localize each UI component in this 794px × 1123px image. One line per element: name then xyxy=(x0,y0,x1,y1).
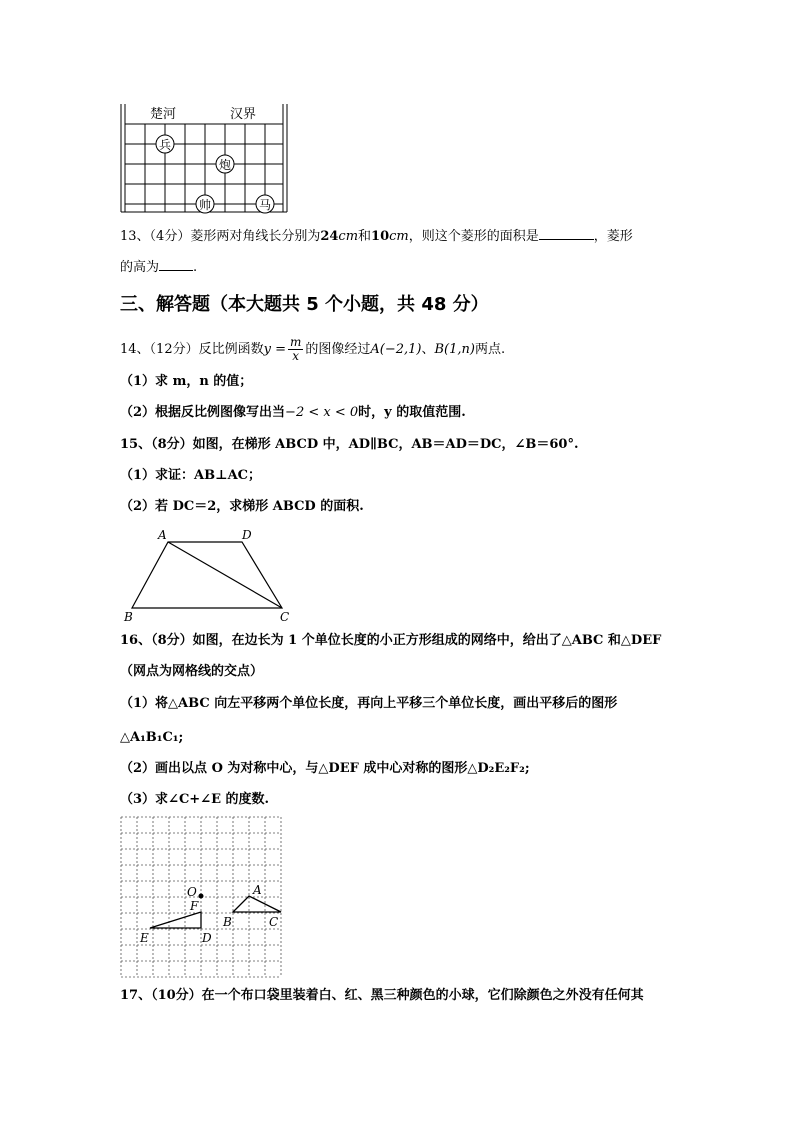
q13-line2: 的高为 . xyxy=(120,260,198,275)
trap-label-a: A xyxy=(158,528,167,542)
piece-bing xyxy=(156,135,174,153)
grid-label-b: B xyxy=(223,915,232,929)
q16-part1b: △A₁B₁C₁; xyxy=(120,730,184,745)
piece-pao xyxy=(216,155,234,173)
q16-part1: （1）将△ABC 向左平移两个单位长度，再向上平移三个单位长度，画出平移后的图形 xyxy=(120,696,618,711)
piece-shuai xyxy=(196,195,214,213)
trap-label-c: C xyxy=(280,610,290,624)
q13-line1: 13、（4分）菱形两对角线长分别为24cm和10cm，则这个菱形的面积是 ，菱形 xyxy=(120,229,633,244)
grid-figure xyxy=(120,816,282,978)
river-left-label: 楚河 xyxy=(150,107,177,122)
point-o xyxy=(199,894,204,899)
svg-text:马: 马 xyxy=(259,198,272,212)
grid-label-d: D xyxy=(202,931,212,945)
q16-stem: 16、（8分）如图，在边长为 1 个单位长度的小正方形组成的网络中，给出了△ABC 和△DEF xyxy=(120,633,662,648)
section-heading: 三、解答题（本大题共 5 个小题，共 48 分） xyxy=(120,294,489,315)
grid-label-a: A xyxy=(253,883,262,897)
grid-label-c: C xyxy=(269,915,279,929)
answer-blank-area[interactable] xyxy=(539,239,594,240)
grid-label-e: E xyxy=(140,931,149,945)
triangle-abc xyxy=(233,896,281,912)
trapezoid-figure xyxy=(120,526,300,626)
q14-part1: （1）求 m，n 的值； xyxy=(120,374,253,389)
q14-part2: （2）根据反比例图像写出当−2 < x < 0时，y 的取值范围. xyxy=(120,405,466,420)
svg-text:兵: 兵 xyxy=(159,138,172,152)
chess-board-figure xyxy=(118,100,290,215)
grid-label-f: F xyxy=(190,899,199,913)
answer-blank-height[interactable] xyxy=(159,270,193,271)
q17-stem: 17、（10分）在一个布口袋里装着白、红、黑三种颜色的小球，它们除颜色之外没有任何其 xyxy=(120,988,644,1003)
q15-part2: （2）若 DC＝2，求梯形 ABCD 的面积. xyxy=(120,499,364,514)
q16-stem2: （网点为网格线的交点） xyxy=(120,664,264,679)
q15-part1: （1）求证：AB⊥AC； xyxy=(120,468,262,483)
trap-label-d: D xyxy=(242,528,252,542)
fraction-m-over-x: $\frac{m}{x}$ xyxy=(289,335,302,363)
q16-part2: （2）画出以点 O 为对称中心，与△DEF 成中心对称的图形△D₂E₂F₂; xyxy=(120,761,530,776)
q14-stem: 14、（12分）反比例函数y = $\frac{m}{x}$ 的图像经过A(−2,1)、B(1,n)两点. xyxy=(120,335,506,363)
piece-ma xyxy=(256,195,274,213)
q16-part3: （3）求∠C+∠E 的度数. xyxy=(120,792,270,807)
svg-text:帅: 帅 xyxy=(199,198,212,212)
grid-label-o: O xyxy=(187,885,197,899)
svg-text:炮: 炮 xyxy=(219,158,232,172)
triangle-def xyxy=(150,912,201,928)
trap-label-b: B xyxy=(124,610,133,624)
river-right-label: 汉界 xyxy=(230,107,257,122)
q15-stem: 15、（8分）如图，在梯形 ABCD 中，AD∥BC，AB＝AD＝DC，∠B＝60°. xyxy=(120,437,579,452)
